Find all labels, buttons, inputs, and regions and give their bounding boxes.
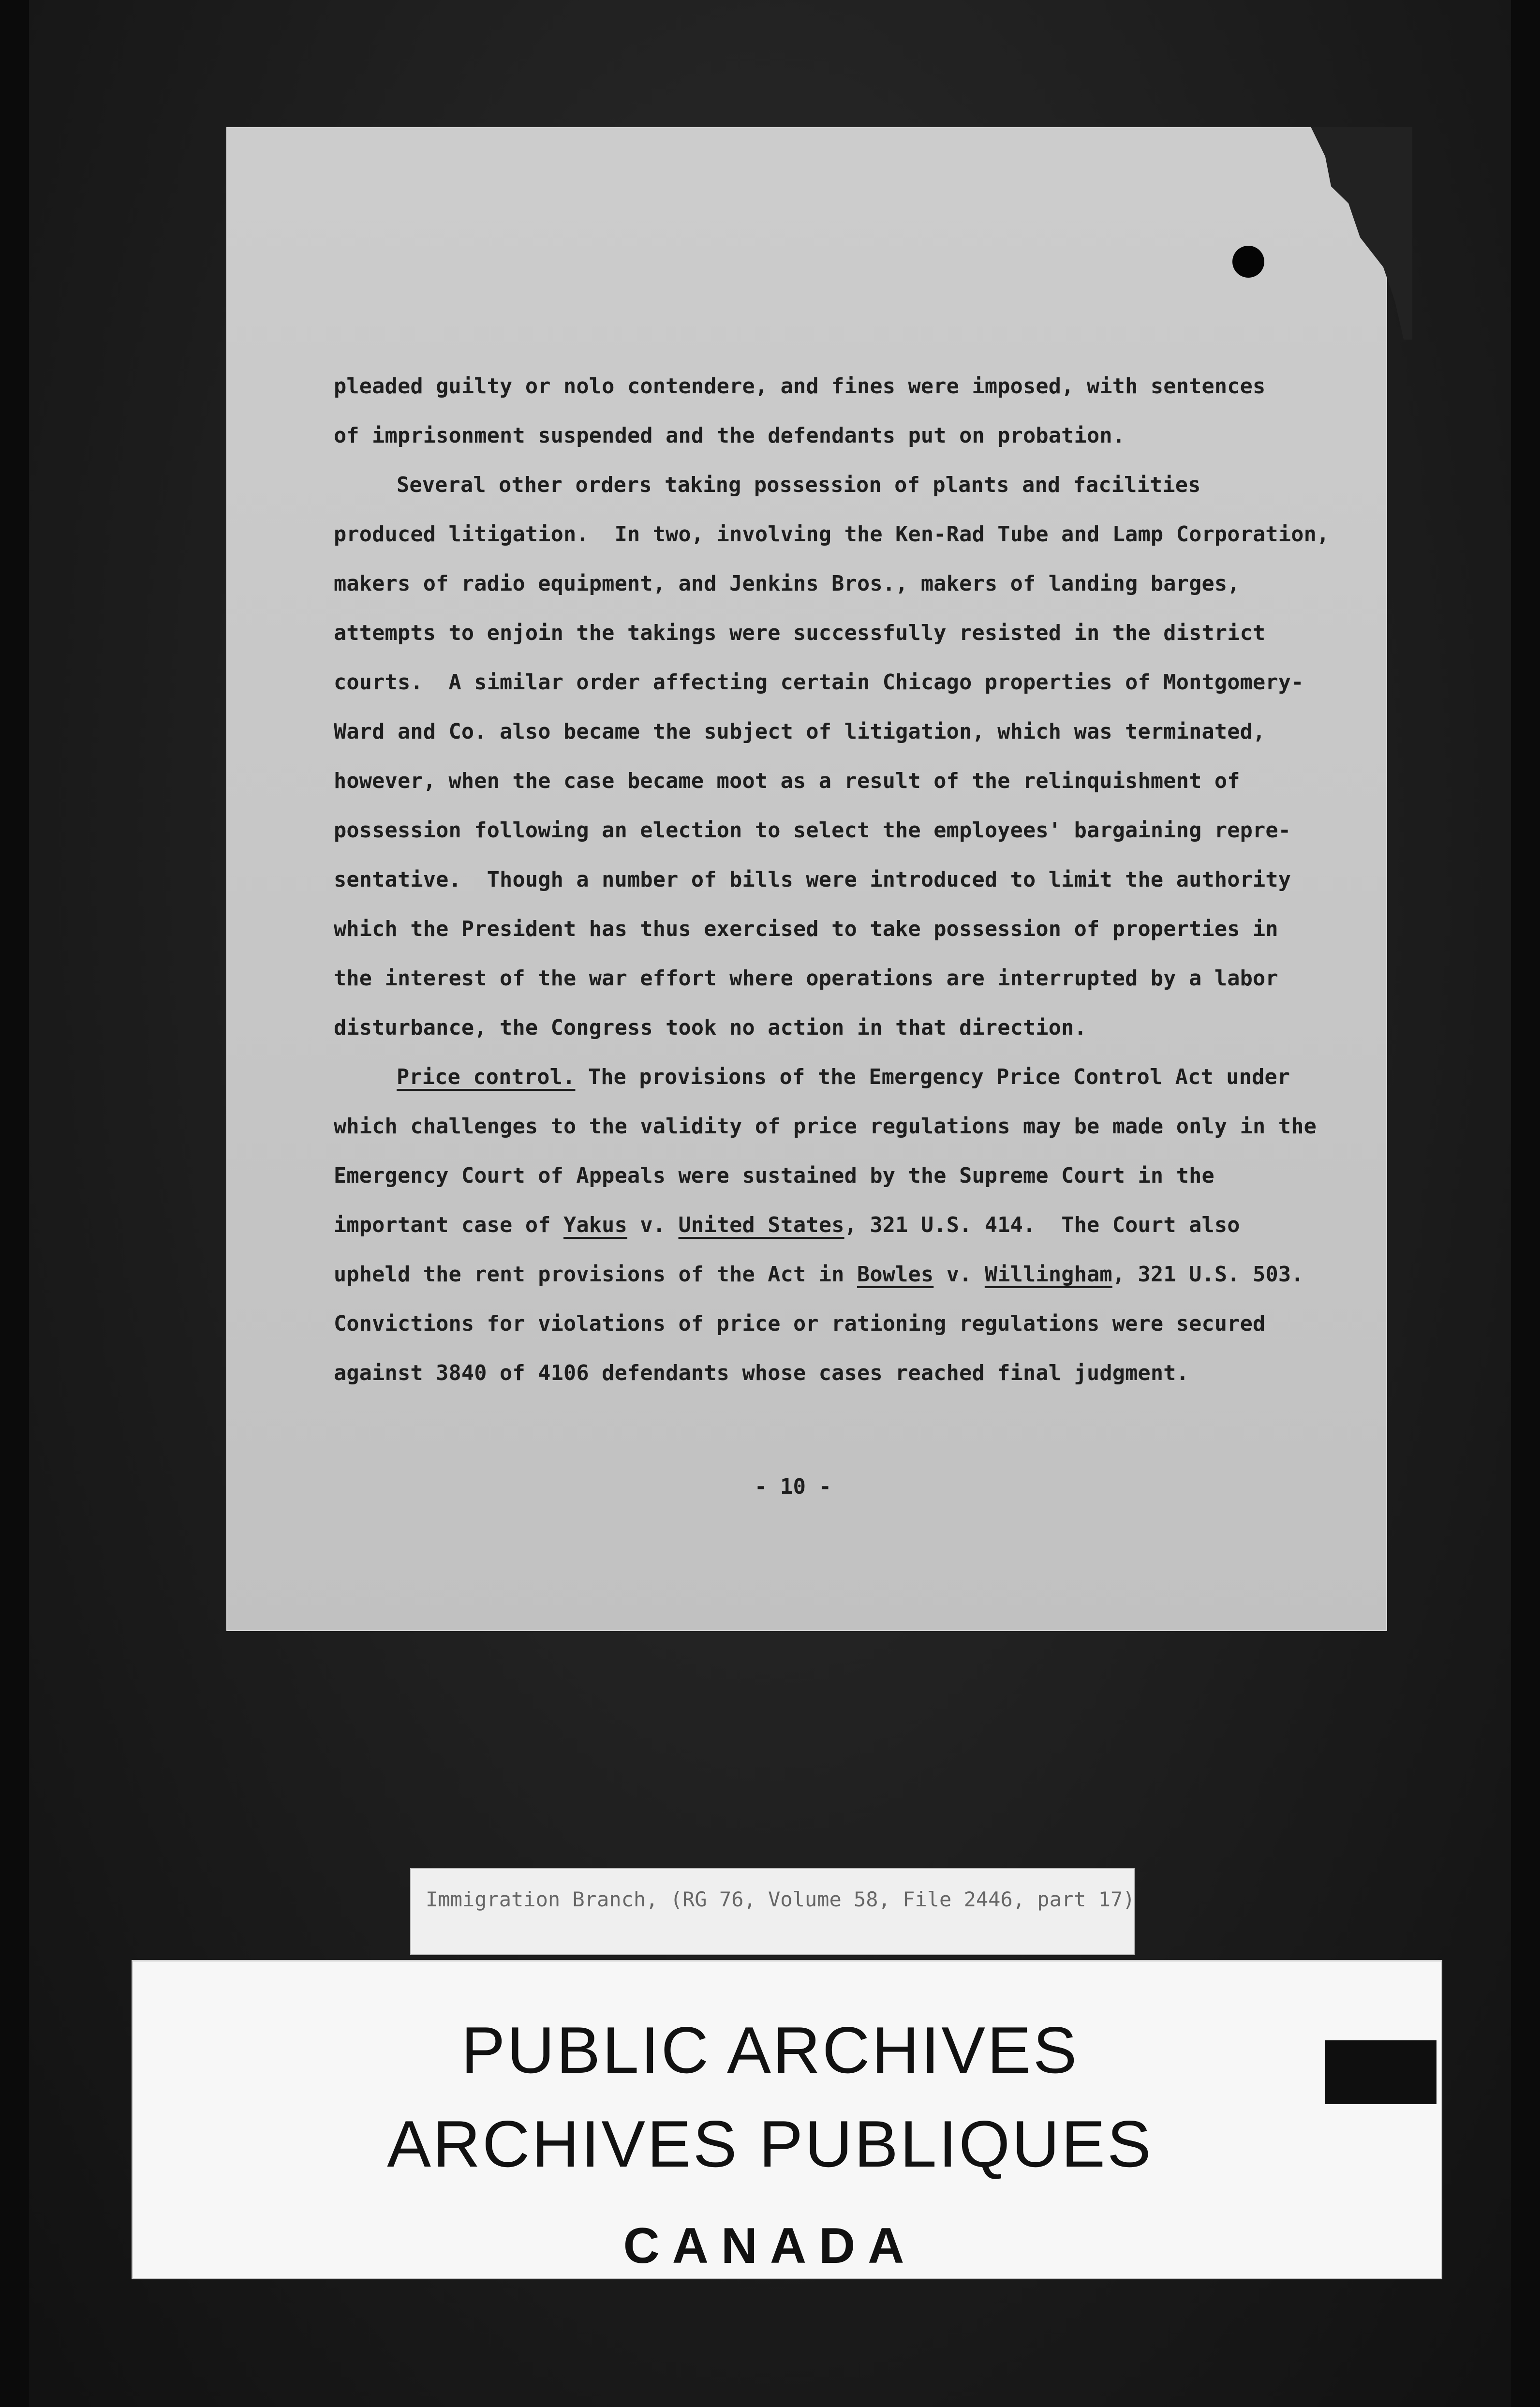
text-line: produced litigation. In two, involving the Ken-Rad Tube and Lamp Corporation,	[334, 522, 1330, 547]
text-line: pleaded guilty or nolo contendere, and fines were imposed, with sentences	[334, 374, 1266, 399]
text-line: which the President has thus exercised to take possession of properties in	[334, 917, 1278, 941]
text-span: upheld the rent provisions of the Act in	[334, 1263, 857, 1287]
archive-title-fr: ARCHIVES PUBLIQUES	[387, 2107, 1153, 2181]
text-line: the interest of the war effort where operations are interrupted by a labor	[334, 966, 1278, 991]
reference-slip	[410, 1868, 1135, 1955]
case-name: United States	[678, 1213, 844, 1237]
text-span: , 321 U.S. 414. The Court also	[844, 1213, 1240, 1237]
punch-hole	[1232, 246, 1264, 278]
text-line: makers of radio equipment, and Jenkins Bros., makers of landing barges,	[334, 572, 1240, 596]
text-line: which challenges to the validity of price regulations may be made only in the	[334, 1114, 1317, 1139]
text-line: Ward and Co. also became the subject of litigation, which was terminated,	[334, 720, 1266, 744]
text-line: against 3840 of 4106 defendants whose cases reached final judgment.	[334, 1361, 1189, 1385]
price-control-heading: Price control.	[397, 1065, 576, 1089]
document-body	[334, 362, 1330, 1398]
text-line: disturbance, the Congress took no action in that direction.	[334, 1016, 1087, 1040]
text-line: of imprisonment suspended and the defendants put on probation.	[334, 424, 1125, 448]
text-line: Convictions for violations of price or rationing regulations were secured	[334, 1312, 1266, 1336]
case-name: Bowles	[857, 1263, 934, 1287]
text-line: Several other orders taking possession of plants and facilities	[397, 473, 1201, 497]
text-line: possession following an election to select the employees' bargaining repre-	[334, 818, 1291, 843]
text-line: courts. A similar order affecting certain Chicago properties of Montgomery-	[334, 670, 1304, 695]
text-span: v.	[933, 1263, 985, 1287]
page-number: - 10 -	[755, 1474, 831, 1499]
archive-country: CANADA	[623, 2218, 917, 2274]
price-control-line	[334, 1053, 1290, 1102]
text-span: v.	[627, 1213, 679, 1237]
case-name: Willingham	[984, 1263, 1112, 1287]
case-citation-line	[334, 1250, 1304, 1299]
case-name: Yakus	[563, 1213, 627, 1237]
text-span: important case of	[334, 1213, 564, 1237]
text-line: sentative. Though a number of bills were introduced to limit the authority	[334, 868, 1291, 892]
text-line: attempts to enjoin the takings were successfully resisted in the district	[334, 621, 1266, 645]
text-span: , 321 U.S. 503.	[1112, 1263, 1304, 1287]
text-line: Emergency Court of Appeals were sustained by the Supreme Court in the	[334, 1164, 1214, 1188]
text-line: however, when the case became moot as a result of the relinquishment of	[334, 769, 1240, 793]
reference-text: Immigration Branch, (RG 76, Volume 58, File 2446, part 17)	[426, 1887, 1135, 1911]
case-citation-line	[334, 1201, 1282, 1250]
text-span: The provisions of the Emergency Price Control Act under	[575, 1065, 1290, 1089]
archive-title-en: PUBLIC ARCHIVES	[461, 2013, 1079, 2087]
